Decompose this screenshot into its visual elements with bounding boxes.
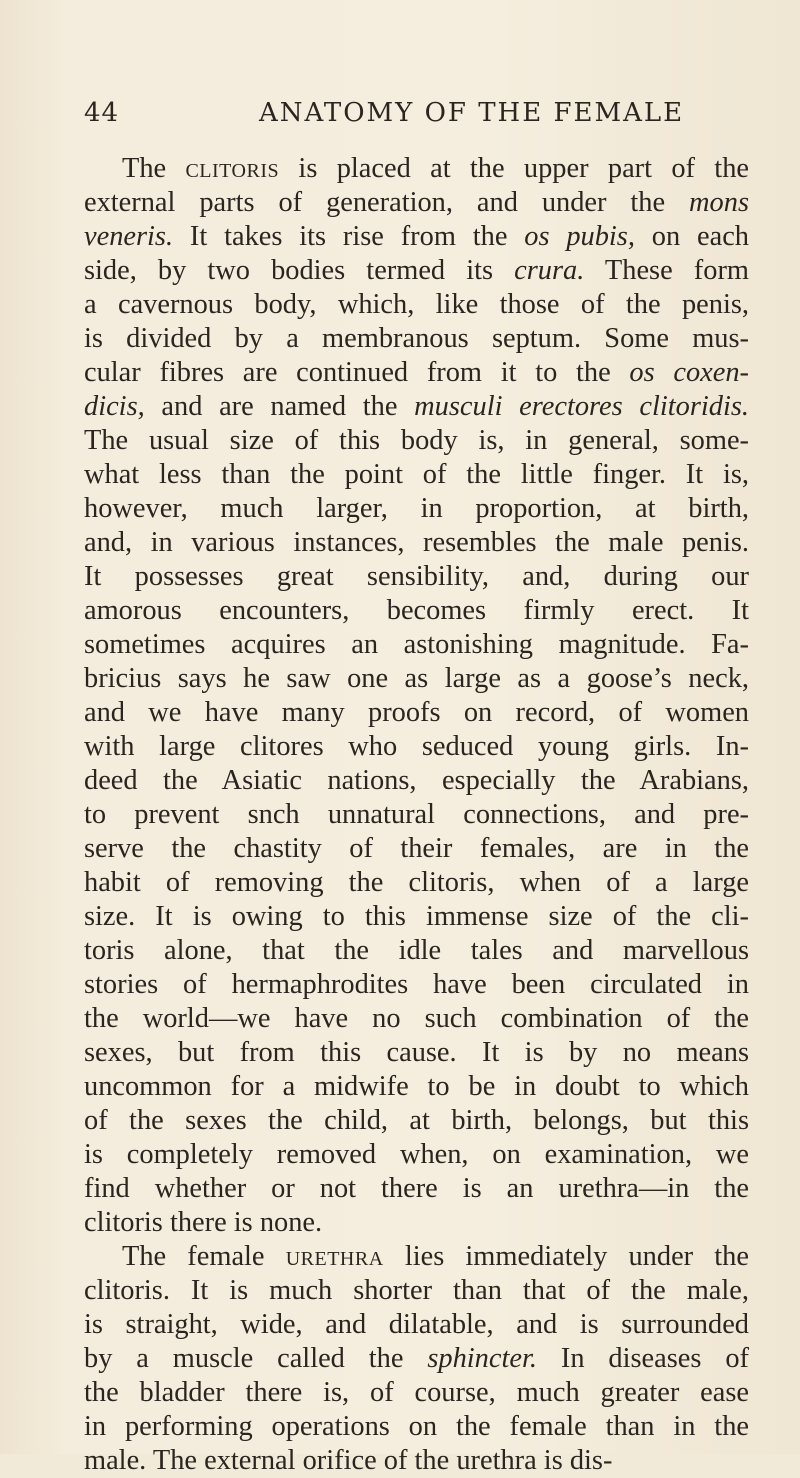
italic-term: os pubis,: [524, 221, 635, 252]
text-run: stories of hermaphrodites have been circulated in: [84, 969, 749, 1000]
text-run: uncommon for a midwife to be in doubt to which: [84, 1071, 749, 1102]
text-run: external parts of generation, and under the: [84, 187, 690, 218]
text-line: [84, 1036, 749, 1070]
text-line: [84, 1104, 749, 1138]
italic-term: mons: [689, 187, 749, 218]
text-run: amorous encounters, becomes firmly erect. It: [84, 595, 749, 626]
text-run: It takes its rise from the: [173, 221, 525, 252]
text-run: what less than the point of the little finger. It is,: [84, 459, 749, 490]
text-line: [84, 1444, 749, 1478]
text-run: in performing operations on the female than in the: [84, 1411, 749, 1442]
text-run: find whether or not there is an urethra—in the: [84, 1173, 749, 1204]
text-run: is divided by a membranous septum. Some mus-: [84, 323, 749, 354]
italic-term: dicis,: [84, 391, 145, 422]
text-line: [84, 662, 749, 696]
text-run: on each: [634, 221, 749, 252]
text-run: however, much larger, in proportion, at birth,: [84, 493, 749, 524]
text-line: [84, 424, 749, 458]
text-line: [84, 1206, 749, 1240]
text-run: The female: [122, 1241, 286, 1272]
text-run: deed the Asiatic nations, especially the Arabians,: [84, 765, 749, 796]
text-line: [84, 458, 749, 492]
italic-term: musculi erectores clitoridis.: [414, 391, 749, 422]
text-run: clitoris. It is much shorter than that of the male,: [84, 1275, 749, 1306]
text-run: to prevent snch unnatural connections, and pre-: [84, 799, 749, 830]
text-run: side, by two bodies termed its: [84, 255, 515, 286]
text-line: [84, 798, 749, 832]
italic-term: veneris.: [84, 221, 174, 252]
italic-term: os coxen-: [629, 357, 749, 388]
text-run: It possesses great sensibility, and, during our: [84, 561, 749, 592]
text-line: [84, 1070, 749, 1104]
small-caps-term: clitoris: [185, 153, 280, 184]
text-run: bricius says he saw one as large as a goose’s neck,: [84, 663, 749, 694]
running-head: ANATOMY OF THE FEMALE: [259, 98, 685, 128]
text-line: [84, 254, 749, 288]
text-run: and are named the: [144, 391, 415, 422]
text-line: [84, 594, 749, 628]
text-run: cular fibres are continued from it to the: [84, 357, 630, 388]
text-line: [84, 866, 749, 900]
text-line: [84, 764, 749, 798]
page-number: 44: [84, 98, 120, 128]
text-run: and we have many proofs on record, of women: [84, 697, 749, 728]
small-caps-term: urethra: [285, 1241, 384, 1272]
body-text: [84, 152, 749, 1478]
text-line: [84, 934, 749, 968]
text-run: sexes, but from this cause. It is by no means: [84, 1037, 749, 1068]
text-run: the bladder there is, of course, much greater ease: [84, 1377, 749, 1408]
text-run: lies immediately under the: [383, 1241, 749, 1272]
text-line: [84, 900, 749, 934]
text-run: a cavernous body, which, like those of the penis,: [84, 289, 749, 320]
text-line: [84, 288, 749, 322]
text-run: These form: [584, 255, 749, 286]
text-run: In diseases of: [536, 1343, 750, 1374]
text-run: sometimes acquires an astonishing magnitude. Fa-: [84, 629, 749, 660]
text-line: [84, 1376, 749, 1410]
text-run: of the sexes the child, at birth, belongs, but this: [84, 1105, 749, 1136]
text-line: [84, 628, 749, 662]
paragraph: [84, 152, 749, 1240]
text-line: [84, 220, 749, 254]
text-line: [84, 1274, 749, 1308]
text-line: [84, 152, 749, 186]
text-run: serve the chastity of their females, are in the: [84, 833, 749, 864]
text-run: The usual size of this body is, in general, some-: [84, 425, 749, 456]
text-line: [84, 322, 749, 356]
text-run: habit of removing the clitoris, when of a large: [84, 867, 749, 898]
page-header: [84, 98, 704, 138]
text-line: [84, 560, 749, 594]
text-line: [84, 492, 749, 526]
text-line: [84, 968, 749, 1002]
text-line: [84, 356, 749, 390]
text-line: [84, 730, 749, 764]
text-line: [84, 1240, 749, 1274]
text-line: [84, 696, 749, 730]
text-run: is straight, wide, and dilatable, and is surrounded: [84, 1309, 749, 1340]
text-run: with large clitores who seduced young girls. In-: [84, 731, 749, 762]
text-line: [84, 1002, 749, 1036]
text-line: [84, 1138, 749, 1172]
paragraph: [84, 1240, 749, 1478]
text-line: [84, 1410, 749, 1444]
text-line: [84, 832, 749, 866]
text-run: male. The external orifice of the urethra is dis-: [84, 1445, 613, 1476]
text-line: [84, 186, 749, 220]
text-line: [84, 1342, 749, 1376]
text-line: [84, 390, 749, 424]
text-run: is completely removed when, on examination, we: [84, 1139, 749, 1170]
text-line: [84, 1308, 749, 1342]
italic-term: crura.: [514, 255, 585, 286]
text-run: size. It is owing to this immense size of the cli-: [84, 901, 749, 932]
text-run: by a muscle called the: [84, 1343, 428, 1374]
text-line: [84, 526, 749, 560]
italic-term: sphincter.: [427, 1343, 537, 1374]
text-line: [84, 1172, 749, 1206]
text-run: The: [122, 153, 186, 184]
text-run: the world—we have no such combination of the: [84, 1003, 749, 1034]
text-run: toris alone, that the idle tales and marvellous: [84, 935, 749, 966]
text-run: is placed at the upper part of the: [279, 153, 749, 184]
text-run: and, in various instances, resembles the male penis.: [84, 527, 749, 558]
text-run: clitoris there is none.: [84, 1207, 323, 1238]
